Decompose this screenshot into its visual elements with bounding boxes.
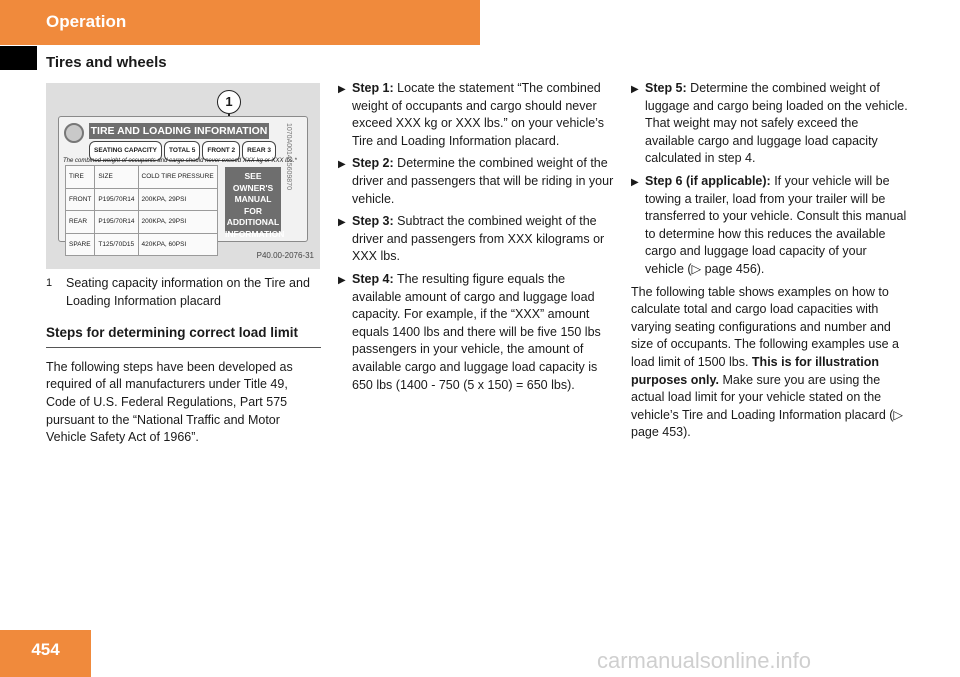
step-arrow-icon: ▶: [631, 84, 639, 95]
step-item: [631, 80, 909, 168]
table-header-cell: COLD TIRE PRESSURE: [138, 166, 217, 189]
callout-marker: 1: [217, 90, 241, 114]
watermark: carmanualsonline.info: [597, 648, 812, 673]
seating-capacity-label: SEATING CAPACITY: [89, 141, 162, 161]
table-cell: P195/70R14: [95, 188, 138, 211]
tire-pressure-table: [65, 165, 218, 256]
step-item: [338, 271, 614, 394]
step-text: Determine the combined weight of the driver and passengers that will be riding in your vehicle.: [352, 156, 614, 206]
step-text: If your vehicle will be towing a trailer, load from your trailer will be transferred to your vehicle. Consult this manual to determine how this reduces the available cargo and luggage load capacity of your vehicle (▷ page 456).: [645, 173, 907, 276]
section-title: Tires and wheels: [46, 54, 167, 71]
intro-paragraph: The following steps have been developed as required of all manufacturers under Title 49, Code of U.S. Federal Regulations, Part 575 pursuant to the “National Traffic and Motor Vehicle Safety Act of 1966”.: [46, 359, 293, 445]
seating-total: TOTAL 5: [164, 141, 200, 161]
section-tab-marker: [0, 46, 37, 70]
step-arrow-icon: ▶: [631, 176, 639, 188]
owner-manual-box: [225, 167, 285, 239]
table-cell: 200KPA, 29PSI: [138, 188, 217, 211]
step-label: Step 5:: [645, 81, 687, 95]
tire-loading-placard: [58, 116, 308, 248]
table-cell: REAR: [66, 211, 95, 234]
table-cell: T125/70D15: [95, 233, 138, 256]
column-left: [46, 80, 321, 447]
step-item: [338, 213, 614, 266]
caption-number: 1: [46, 277, 53, 289]
table-cell: 200KPA, 29PSI: [138, 211, 217, 234]
table-header-row: [66, 166, 218, 189]
seating-rear: REAR 3: [242, 141, 276, 161]
tire-icon: [64, 123, 84, 143]
table-row: [66, 211, 218, 234]
placard-title: TIRE AND LOADING INFORMATION: [90, 125, 268, 137]
step-text: The resulting figure equals the available amount of cargo and luggage load capacity. For example, if the “XXX” amount equals 1400 lbs and there will be five 150 lbs passengers in your vehicle, the amount of available cargo and luggage load capacity is 650 lbs (1400 - 750 (5 x 150) = 650 lbs).: [352, 271, 601, 392]
serial-number: 1070A001415609870: [285, 123, 292, 190]
table-header-cell: TIRE: [66, 166, 95, 189]
column-right: [631, 80, 909, 442]
subheading: Steps for determining correct load limit: [46, 324, 321, 348]
column-middle: [338, 80, 614, 399]
step-text: Subtract the combined weight of the driver and passengers from XXX kilograms or XXX lbs.: [352, 214, 605, 264]
closing-text: Make sure you are using the actual load limit for your vehicle stated on the vehicle’s Tire and Loading Information placard (▷ page 453).: [631, 372, 904, 440]
table-cell: SPARE: [66, 233, 95, 256]
closing-paragraph: [631, 284, 909, 442]
page-number: 454: [31, 640, 60, 659]
owner-box-line: ADDITIONAL: [226, 217, 280, 227]
step-label: Step 1:: [352, 81, 394, 95]
step-arrow-icon: ▶: [338, 84, 346, 95]
placard-figure: [46, 83, 320, 269]
owner-box-line: INFORMATION: [225, 228, 285, 239]
step-arrow-icon: ▶: [338, 159, 346, 171]
table-header-cell: SIZE: [95, 166, 138, 189]
owner-box-line: SEE OWNER'S: [232, 171, 274, 193]
step-label: Step 4:: [352, 271, 394, 286]
owner-box-line: MANUAL FOR: [234, 194, 272, 216]
chapter-title: Operation: [46, 12, 127, 31]
table-cell: FRONT: [66, 188, 95, 211]
step-text: Locate the statement “The combined weight of occupants and cargo should never exceed XXX kg or XXX lbs.” on your vehicle’s Tire and Loading Information placard.: [352, 81, 604, 148]
seating-front: FRONT 2: [202, 141, 240, 161]
closing-emphasis: This is for illustration purposes only.: [631, 354, 880, 387]
step-label: Step 3:: [352, 214, 394, 229]
step-item: [338, 155, 614, 208]
table-row: [66, 188, 218, 211]
step-arrow-icon: ▶: [338, 217, 346, 229]
figure-code: P40.00-2076-31: [256, 251, 314, 261]
step-item: [338, 80, 614, 150]
step-text: Determine the combined weight of luggage and cargo being loaded on the vehicle. That weight may not safely exceed the available cargo and luggage load capacity calculated in step 4.: [645, 81, 908, 166]
table-cell: 420KPA, 60PSI: [138, 233, 217, 256]
table-cell: P195/70R14: [95, 211, 138, 234]
weight-warning: The combined weight of occupants and cargo should never exceed XXX kg or XXX lbs.*: [63, 158, 297, 164]
step-item: [631, 173, 909, 279]
caption-text: Seating capacity information on the Tire and Loading Information placard: [66, 276, 310, 308]
step-label: Step 6 (if applicable):: [645, 173, 771, 188]
step-arrow-icon: ▶: [338, 274, 346, 286]
step-label: Step 2:: [352, 156, 394, 171]
figure-caption: [46, 275, 321, 310]
closing-text: The following table shows examples on how to calculate total and cargo load capacities with varying seating configurations and number and size of occupants. The following examples use a load limit of 1500 lbs.: [631, 284, 899, 369]
table-row: [66, 233, 218, 256]
